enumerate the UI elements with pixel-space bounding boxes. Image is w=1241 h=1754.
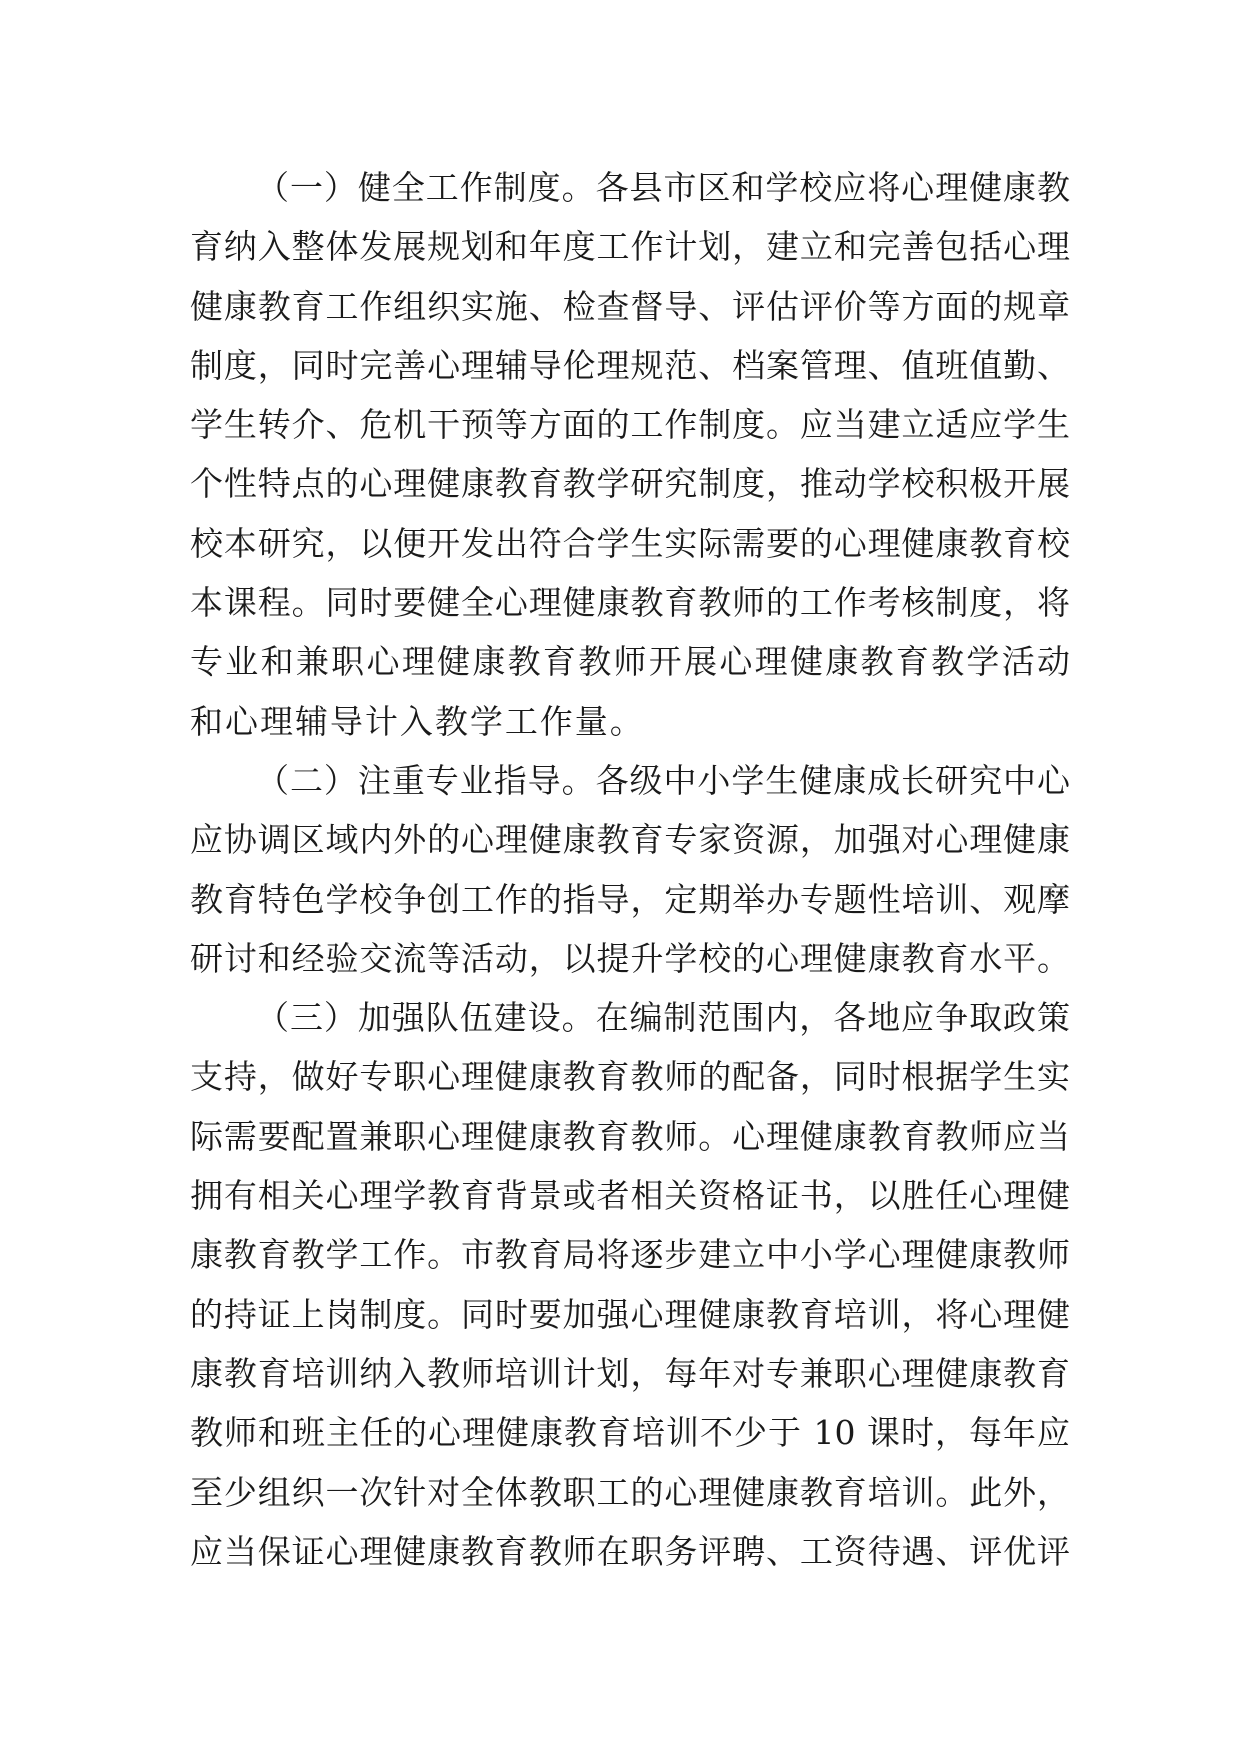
text-line: 应协调区域内外的心理健康教育专家资源，加强对心理健康 xyxy=(190,820,1070,860)
text-line: 健康教育工作组织实施、检查督导、评估评价等方面的规章 xyxy=(190,286,1070,326)
text-line: 康教育培训纳入教师培训计划，每年对专兼职心理健康教育 xyxy=(190,1353,1070,1393)
text-line: 学生转介、危机干预等方面的工作制度。应当建立适应学生 xyxy=(190,405,1070,445)
text-line: 育纳入整体发展规划和年度工作计划，建立和完善包括心理 xyxy=(190,227,1070,267)
text-line: 支持，做好专职心理健康教育教师的配备，同时根据学生实 xyxy=(190,1057,1070,1097)
text-line: 校本研究，以便开发出符合学生实际需要的心理健康教育校 xyxy=(190,523,1070,563)
text-line: 应当保证心理健康教育教师在职务评聘、工资待遇、评优评 xyxy=(190,1531,1070,1571)
text-line: 本课程。同时要健全心理健康教育教师的工作考核制度，将 xyxy=(190,583,1070,623)
text-line: （三）加强队伍建设。在编制范围内，各地应争取政策 xyxy=(256,998,1070,1038)
text-line: （一）健全工作制度。各县市区和学校应将心理健康教 xyxy=(256,168,1070,207)
text-line: 教师和班主任的心理健康教育培训不少于 10 课时，每年应 xyxy=(190,1413,1070,1453)
paragraph-work-system xyxy=(190,158,1070,751)
text-line: 至少组织一次针对全体教职工的心理健康教育培训。此外， xyxy=(190,1472,1070,1512)
text-line: 教育特色学校争创工作的指导，定期举办专题性培训、观摩 xyxy=(190,879,1070,919)
text-line: 康教育教学工作。市教育局将逐步建立中小学心理健康教师 xyxy=(190,1235,1070,1275)
text-line: 际需要配置兼职心理健康教育教师。心理健康教育教师应当 xyxy=(190,1116,1070,1156)
paragraph-team-building xyxy=(190,988,1070,1581)
text-line: 和心理辅导计入教学工作量。 xyxy=(190,701,645,741)
text-line: 的持证上岗制度。同时要加强心理健康教育培训，将心理健 xyxy=(190,1294,1070,1334)
text-line: 制度，同时完善心理辅导伦理规范、档案管理、值班值勤、 xyxy=(190,345,1070,385)
text-line: 个性特点的心理健康教育教学研究制度，推动学校积极开展 xyxy=(190,464,1070,504)
text-line: 研讨和经验交流等活动，以提升学校的心理健康教育水平。 xyxy=(190,938,1070,978)
text-line: 专业和兼职心理健康教育教师开展心理健康教育教学活动 xyxy=(190,642,1070,682)
document-body xyxy=(190,158,1070,1581)
paragraph-professional-guidance xyxy=(190,751,1070,988)
text-line: （二）注重专业指导。各级中小学生健康成长研究中心 xyxy=(256,760,1070,800)
text-line: 拥有相关心理学教育背景或者相关资格证书，以胜任心理健 xyxy=(190,1176,1070,1216)
